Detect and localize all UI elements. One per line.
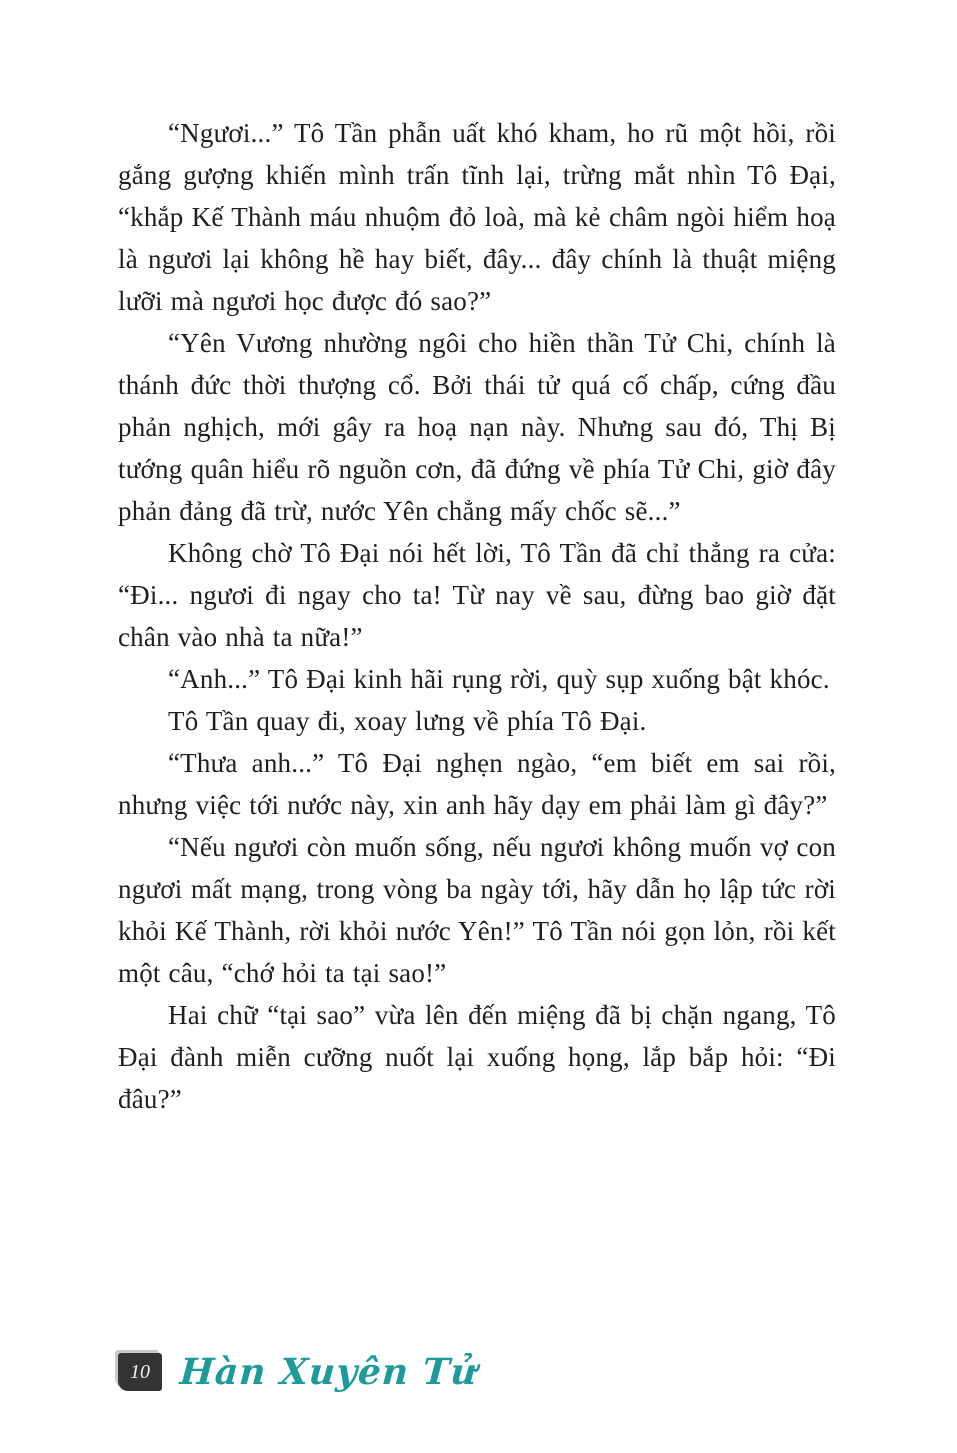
page-text-block [118, 112, 836, 1120]
page-number-badge [118, 1353, 162, 1391]
paragraph: “Nếu ngươi còn muốn sống, nếu ngươi không muốn vợ con ngươi mất mạng, trong vòng ba ngày tới, hãy dẫn họ lập tức rời khỏi Kế Thành, rời khỏi nước Yên!” Tô Tần nói gọn lỏn, rồi kết một câu, “chớ hỏi ta tại sao!” [118, 832, 836, 988]
paragraph: Hai chữ “tại sao” vừa lên đến miệng đã bị chặn ngang, Tô Đại đành miễn cưỡng nuốt lại xuống họng, lắp bắp hỏi: “Đi đâu?” [118, 1000, 836, 1114]
author-signature: Hàn Xuyên Tử [178, 1351, 480, 1393]
paragraph: “Yên Vương nhường ngôi cho hiền thần Tử Chi, chính là thánh đức thời thượng cổ. Bởi thái tử quá cố chấp, cứng đầu phản nghịch, mới gây ra hoạ nạn này. Nhưng sau đó, Thị Bị tướng quân hiểu rõ nguồn cơn, đã đứng về phía Tử Chi, giờ đây phản đảng đã trừ, nước Yên chẳng mấy chốc sẽ...” [118, 328, 836, 526]
paragraph: “Thưa anh...” Tô Đại nghẹn ngào, “em biết em sai rồi, nhưng việc tới nước này, xin anh hãy dạy em phải làm gì đây?” [118, 748, 836, 820]
paragraph: Tô Tần quay đi, xoay lưng về phía Tô Đại. [168, 706, 647, 736]
paragraph: “Ngươi...” Tô Tần phẫn uất khó kham, ho rũ một hồi, rồi gắng gượng khiến mình trấn tĩnh lại, trừng mắt nhìn Tô Đại, “khắp Kế Thành máu nhuộm đỏ loà, mà kẻ châm ngòi hiểm hoạ là ngươi lại không hề hay biết, đây... đây chính là thuật miệng lưỡi mà ngươi học được đó sao?” [118, 118, 836, 316]
paragraph: “Anh...” Tô Đại kinh hãi rụng rời, quỳ sụp xuống bật khóc. [168, 664, 830, 694]
paragraph: Không chờ Tô Đại nói hết lời, Tô Tần đã chỉ thẳng ra cửa: “Đi... ngươi đi ngay cho ta! Từ nay về sau, đừng bao giờ đặt chân vào nhà ta nữa!” [118, 538, 836, 652]
page-number: 10 [130, 1360, 150, 1383]
page-footer [118, 1351, 478, 1393]
